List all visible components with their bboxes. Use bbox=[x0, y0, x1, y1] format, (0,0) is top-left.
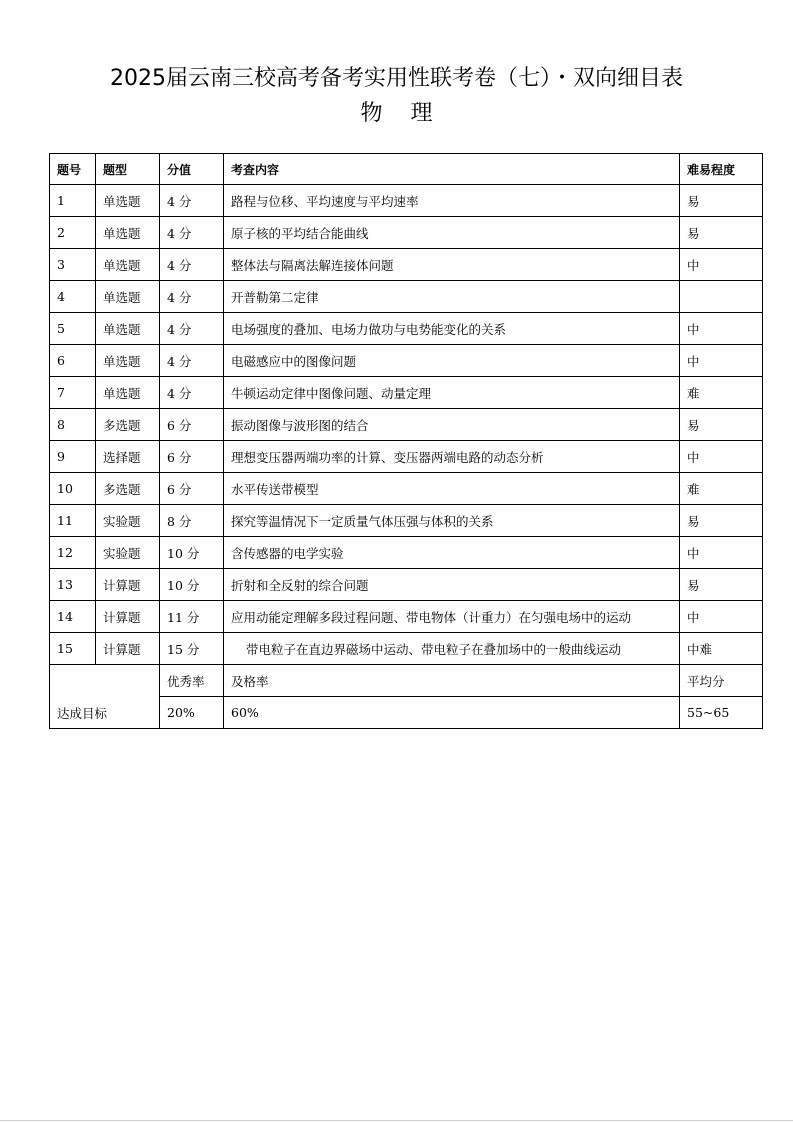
cell-difficulty: 易 bbox=[680, 409, 763, 441]
cell-content: 带电粒子在直边界磁场中运动、带电粒子在叠加场中的一般曲线运动 bbox=[224, 633, 680, 665]
cell-no: 8 bbox=[50, 409, 96, 441]
cell-no: 2 bbox=[50, 217, 96, 249]
cell-type: 计算题 bbox=[96, 569, 160, 601]
cell-type: 单选题 bbox=[96, 281, 160, 313]
cell-no: 3 bbox=[50, 249, 96, 281]
header-content: 考查内容 bbox=[224, 154, 680, 185]
table-row bbox=[50, 601, 763, 633]
cell-no: 15 bbox=[50, 633, 96, 665]
excellent-rate-label: 优秀率 bbox=[160, 665, 224, 697]
cell-content: 含传感器的电学实验 bbox=[224, 537, 680, 569]
cell-score: 4 分 bbox=[160, 345, 224, 377]
cell-score: 10 分 bbox=[160, 537, 224, 569]
cell-difficulty: 难 bbox=[680, 473, 763, 505]
cell-type: 单选题 bbox=[96, 185, 160, 217]
cell-no: 10 bbox=[50, 473, 96, 505]
page-bottom-divider bbox=[0, 1120, 793, 1121]
cell-difficulty: 中 bbox=[680, 345, 763, 377]
table-row bbox=[50, 633, 763, 665]
cell-type: 实验题 bbox=[96, 537, 160, 569]
target-header-row bbox=[50, 665, 763, 697]
cell-no: 6 bbox=[50, 345, 96, 377]
cell-score: 4 分 bbox=[160, 377, 224, 409]
table-row bbox=[50, 185, 763, 217]
cell-difficulty: 易 bbox=[680, 569, 763, 601]
cell-no: 4 bbox=[50, 281, 96, 313]
cell-type: 多选题 bbox=[96, 409, 160, 441]
cell-no: 1 bbox=[50, 185, 96, 217]
document-title: 2025届云南三校高考备考实用性联考卷（七）・双向细目表 bbox=[110, 66, 683, 91]
cell-type: 选择题 bbox=[96, 441, 160, 473]
cell-no: 14 bbox=[50, 601, 96, 633]
average-score-value: 55~65 bbox=[680, 697, 763, 729]
cell-content: 开普勒第二定律 bbox=[224, 281, 680, 313]
header-no: 题号 bbox=[50, 154, 96, 185]
cell-score: 6 分 bbox=[160, 409, 224, 441]
cell-difficulty: 易 bbox=[680, 505, 763, 537]
cell-no: 13 bbox=[50, 569, 96, 601]
cell-no: 11 bbox=[50, 505, 96, 537]
table-row bbox=[50, 345, 763, 377]
table-row bbox=[50, 409, 763, 441]
cell-no: 12 bbox=[50, 537, 96, 569]
cell-score: 10 分 bbox=[160, 569, 224, 601]
cell-score: 4 分 bbox=[160, 313, 224, 345]
cell-type: 单选题 bbox=[96, 217, 160, 249]
table-row bbox=[50, 441, 763, 473]
table-row bbox=[50, 505, 763, 537]
cell-content: 折射和全反射的综合问题 bbox=[224, 569, 680, 601]
cell-type: 单选题 bbox=[96, 377, 160, 409]
cell-type: 计算题 bbox=[96, 633, 160, 665]
spec-table bbox=[49, 153, 763, 729]
cell-content: 水平传送带模型 bbox=[224, 473, 680, 505]
cell-difficulty: 中 bbox=[680, 249, 763, 281]
cell-no: 5 bbox=[50, 313, 96, 345]
header-type: 题型 bbox=[96, 154, 160, 185]
subject-title: 物理 bbox=[360, 101, 461, 126]
cell-content: 理想变压器两端功率的计算、变压器两端电路的动态分析 bbox=[224, 441, 680, 473]
cell-content: 路程与位移、平均速度与平均速率 bbox=[224, 185, 680, 217]
cell-type: 实验题 bbox=[96, 505, 160, 537]
cell-difficulty: 易 bbox=[680, 185, 763, 217]
cell-no: 9 bbox=[50, 441, 96, 473]
cell-content: 原子核的平均结合能曲线 bbox=[224, 217, 680, 249]
cell-score: 4 分 bbox=[160, 185, 224, 217]
excellent-rate-value: 20% bbox=[160, 697, 224, 729]
cell-type: 计算题 bbox=[96, 601, 160, 633]
header-difficulty: 难易程度 bbox=[680, 154, 763, 185]
cell-content: 整体法与隔离法解连接体问题 bbox=[224, 249, 680, 281]
cell-score: 6 分 bbox=[160, 473, 224, 505]
cell-type: 单选题 bbox=[96, 345, 160, 377]
cell-content: 电磁感应中的图像问题 bbox=[224, 345, 680, 377]
target-label: 达成目标 bbox=[50, 665, 160, 729]
table-row bbox=[50, 473, 763, 505]
cell-score: 8 分 bbox=[160, 505, 224, 537]
cell-content: 探究等温情况下一定质量气体压强与体积的关系 bbox=[224, 505, 680, 537]
cell-type: 单选题 bbox=[96, 249, 160, 281]
cell-score: 6 分 bbox=[160, 441, 224, 473]
table-row bbox=[50, 313, 763, 345]
cell-score: 4 分 bbox=[160, 281, 224, 313]
cell-difficulty: 中 bbox=[680, 601, 763, 633]
table-row bbox=[50, 377, 763, 409]
pass-rate-label: 及格率 bbox=[224, 665, 680, 697]
table-row bbox=[50, 281, 763, 313]
table-header-row bbox=[50, 154, 763, 185]
cell-no: 7 bbox=[50, 377, 96, 409]
table-row bbox=[50, 569, 763, 601]
cell-content: 电场强度的叠加、电场力做功与电势能变化的关系 bbox=[224, 313, 680, 345]
average-score-label: 平均分 bbox=[680, 665, 763, 697]
cell-content: 应用动能定理解多段过程问题、带电物体（计重力）在匀强电场中的运动 bbox=[224, 601, 680, 633]
table-row bbox=[50, 249, 763, 281]
cell-score: 11 分 bbox=[160, 601, 224, 633]
cell-difficulty: 中 bbox=[680, 313, 763, 345]
cell-difficulty bbox=[680, 281, 763, 313]
cell-difficulty: 易 bbox=[680, 217, 763, 249]
pass-rate-value: 60% bbox=[224, 697, 680, 729]
cell-score: 4 分 bbox=[160, 249, 224, 281]
cell-content: 牛顿运动定律中图像问题、动量定理 bbox=[224, 377, 680, 409]
cell-difficulty: 中 bbox=[680, 537, 763, 569]
header-score: 分值 bbox=[160, 154, 224, 185]
cell-score: 15 分 bbox=[160, 633, 224, 665]
cell-type: 多选题 bbox=[96, 473, 160, 505]
table-row bbox=[50, 217, 763, 249]
cell-content: 振动图像与波形图的结合 bbox=[224, 409, 680, 441]
table-row bbox=[50, 537, 763, 569]
cell-type: 单选题 bbox=[96, 313, 160, 345]
cell-difficulty: 中难 bbox=[680, 633, 763, 665]
cell-difficulty: 中 bbox=[680, 441, 763, 473]
cell-score: 4 分 bbox=[160, 217, 224, 249]
cell-difficulty: 难 bbox=[680, 377, 763, 409]
